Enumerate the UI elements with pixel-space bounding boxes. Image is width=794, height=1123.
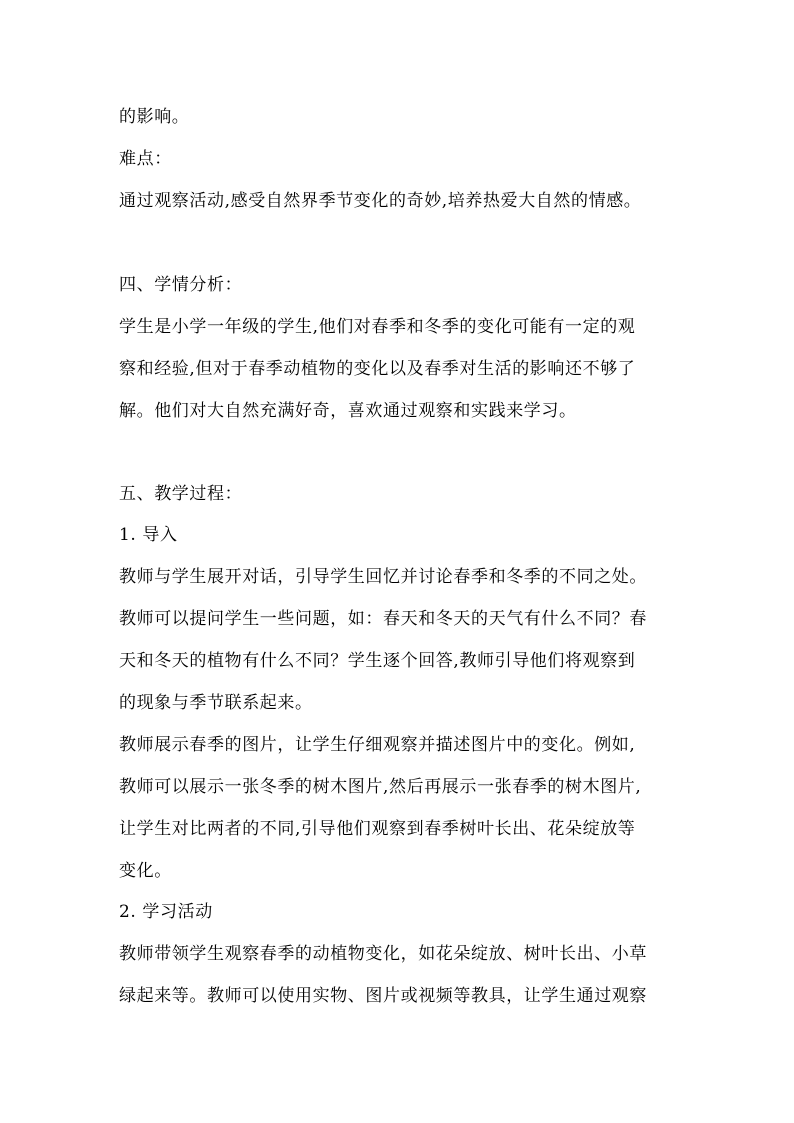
text-line: 变化。: [119, 861, 172, 881]
text-line: 让学生对比两者的不同,引导他们观察到春季树叶长出、花朵绽放等: [119, 819, 636, 839]
section-heading-teaching-process: 五、教学过程：: [119, 484, 243, 504]
text-line: 的现象与季节联系起来。: [119, 693, 313, 713]
text-line: 学生是小学一年级的学生,他们对春季和冬季的变化可能有一定的观: [119, 317, 636, 337]
section-heading-student-analysis: 四、学情分析：: [119, 275, 243, 295]
text-line: 天和冬天的植物有什么不同？学生逐个回答,教师引导他们将观察到: [119, 651, 636, 671]
text-line: 教师与学生展开对话，引导学生回忆并讨论春季和冬季的不同之处。: [119, 567, 647, 587]
text-line: 教师展示春季的图片，让学生仔细观察并描述图片中的变化。例如,: [119, 735, 636, 755]
text-line: 的影响。: [119, 107, 190, 127]
text-line: 绿起来等。教师可以使用实物、图片或视频等教具，让学生通过观察: [119, 986, 647, 1006]
subsection-heading-learning-activity: 2. 学习活动: [119, 902, 213, 922]
text-line: 察和经验,但对于春季动植物的变化以及春季对生活的影响还不够了: [119, 359, 636, 379]
subsection-heading-introduction: 1. 导入: [119, 525, 178, 545]
text-line: 教师可以提问学生一些问题，如：春天和冬天的天气有什么不同？春: [119, 609, 647, 629]
text-line: 教师可以展示一张冬季的树木图片,然后再展示一张春季的树木图片,: [119, 777, 642, 797]
text-line: 教师带领学生观察春季的动植物变化，如花朵绽放、树叶长出、小草: [119, 944, 647, 964]
section-heading-difficulty: 难点：: [119, 149, 172, 169]
text-line: 解。他们对大自然充满好奇，喜欢通过观察和实践来学习。: [119, 401, 577, 421]
text-line: 通过观察活动,感受自然界季节变化的奇妙,培养热爱大自然的情感。: [119, 191, 642, 211]
